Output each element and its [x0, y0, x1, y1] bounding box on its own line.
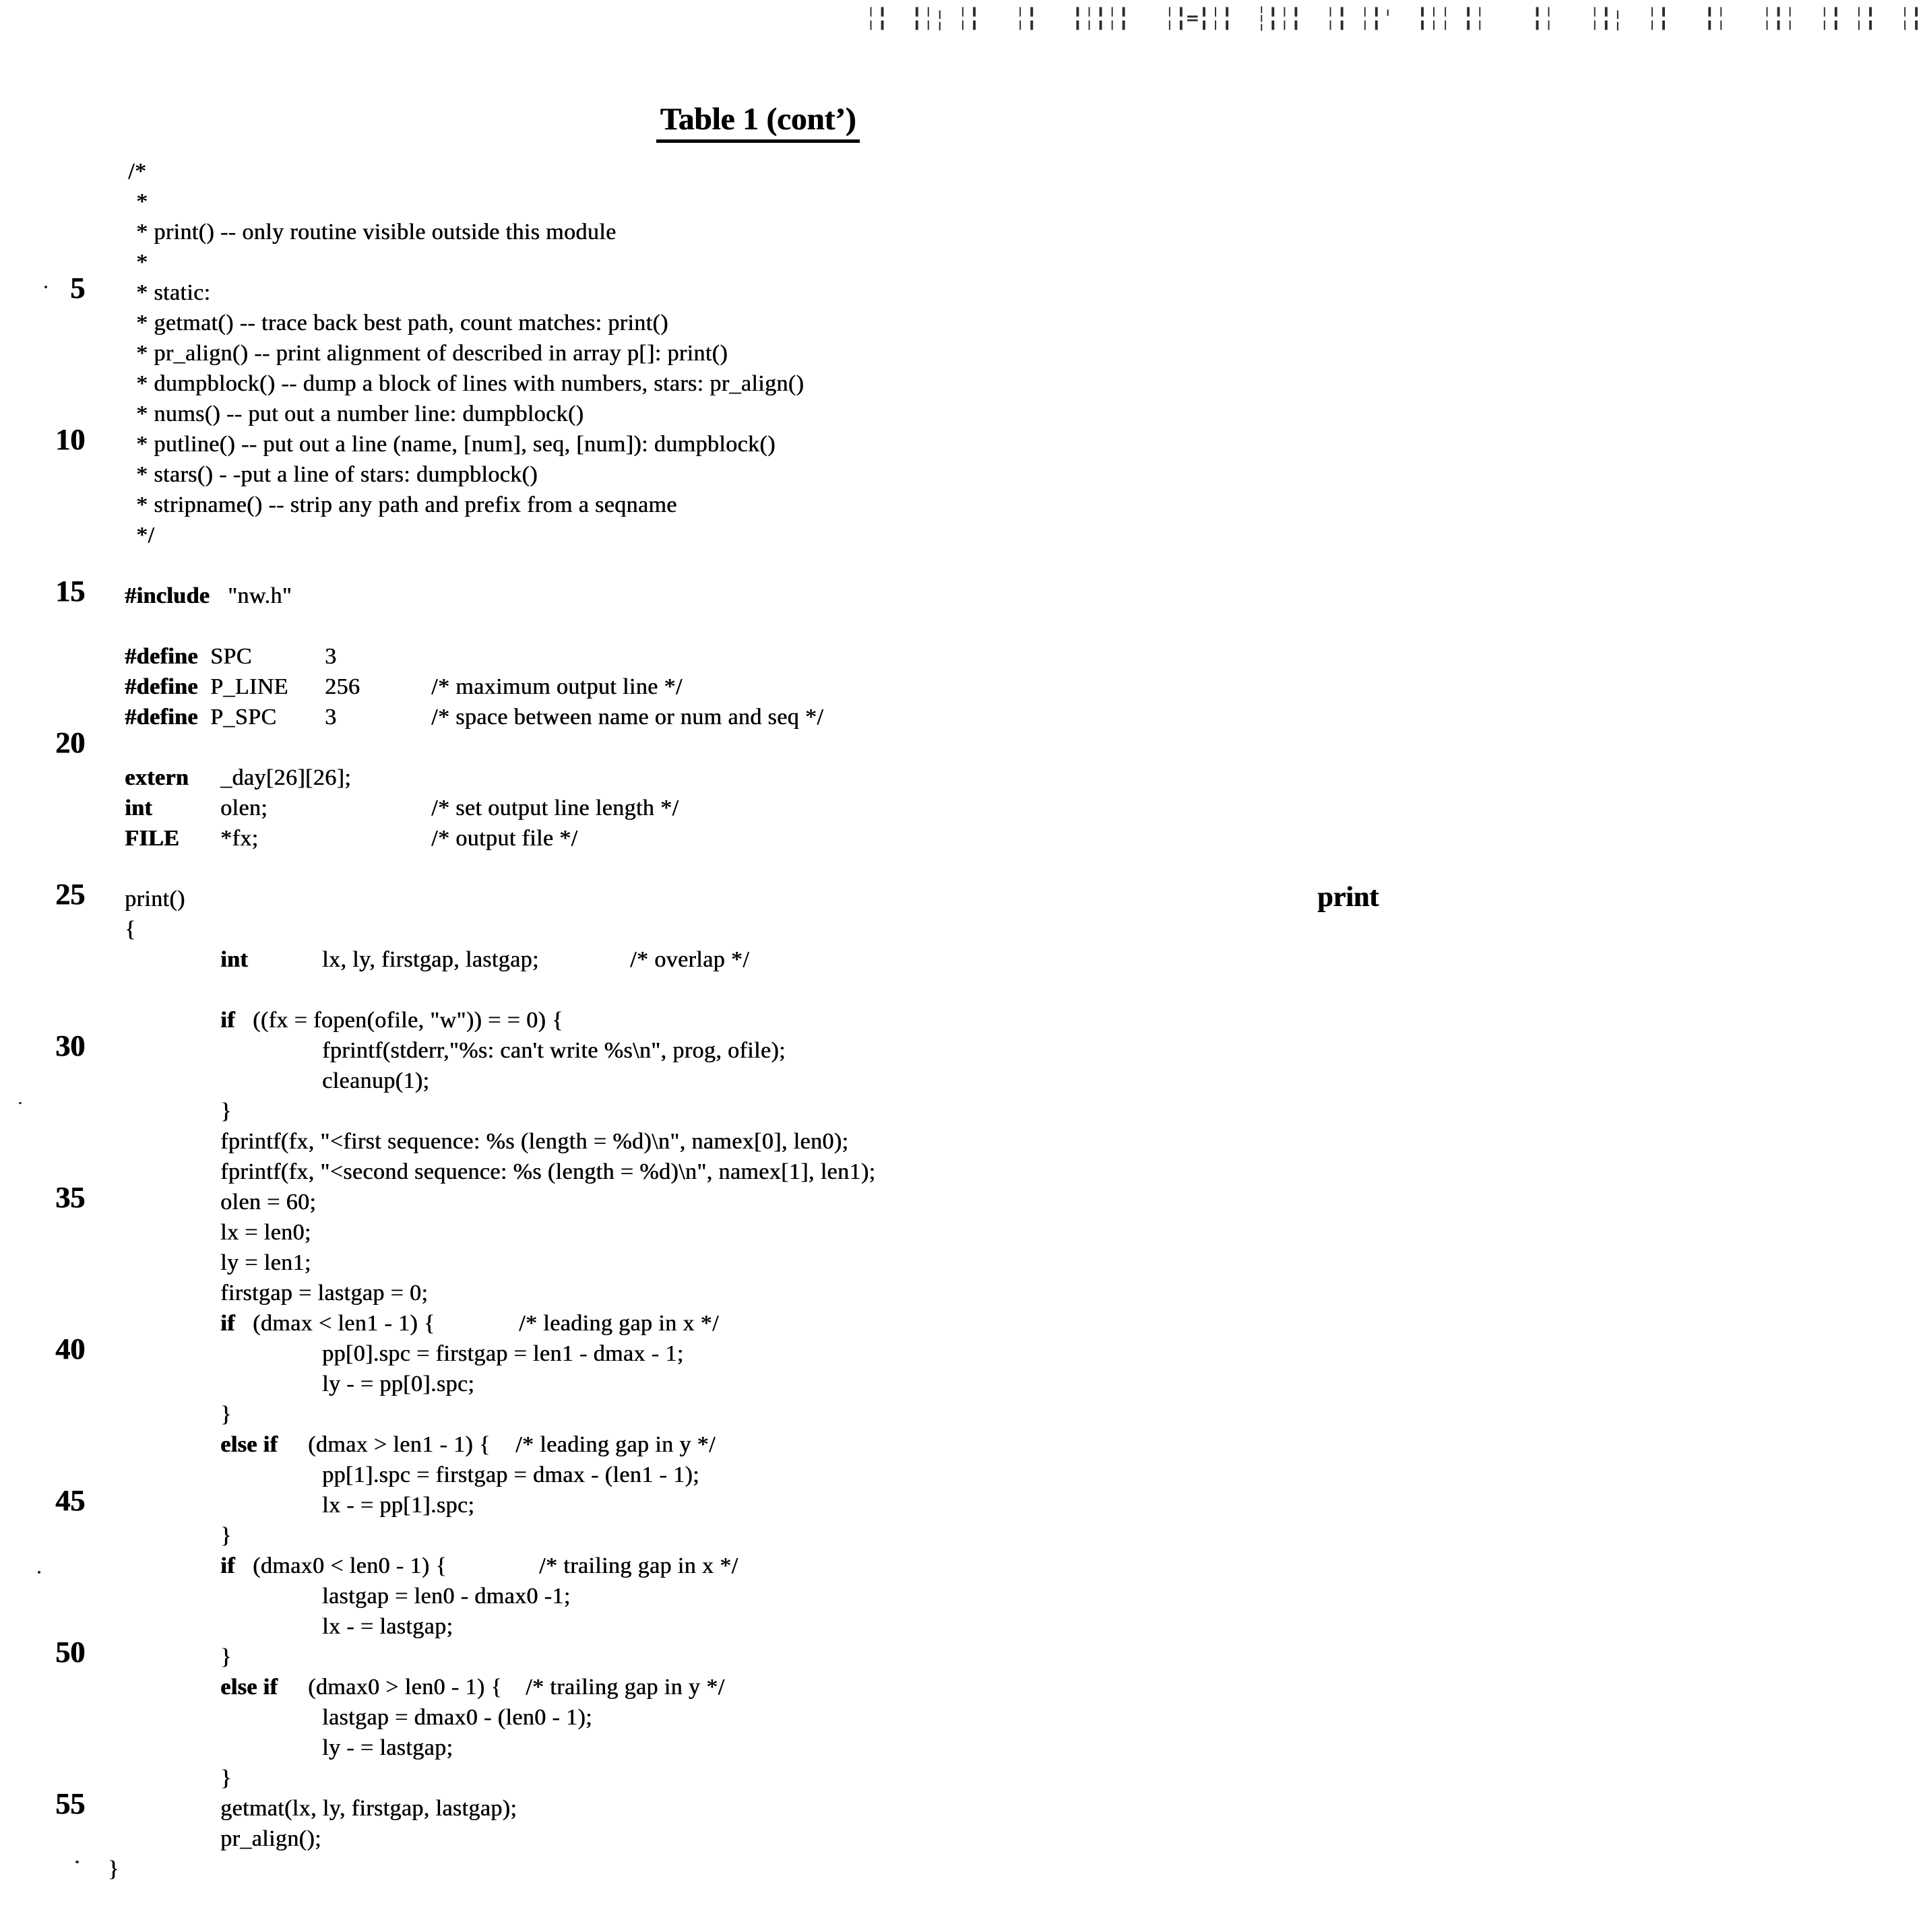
- code-text: (dmax < len1 - 1) {: [253, 1311, 435, 1336]
- code-text: }: [220, 1523, 232, 1548]
- code-text: pp[0].spc = firstgap = len1 - dmax - 1;: [322, 1341, 684, 1366]
- code-text: P_SPC: [210, 705, 277, 730]
- code-line: [0, 1702, 1516, 1733]
- code-text: getmat(lx, ly, firstgap, lastgap);: [220, 1796, 517, 1821]
- code-text: }: [220, 1766, 232, 1791]
- code-text: lx - = lastgap;: [322, 1614, 453, 1639]
- code-line: [0, 1066, 1516, 1096]
- code-text: (dmax0 > len0 - 1) {: [308, 1675, 503, 1700]
- code-line: [0, 1642, 1516, 1672]
- code-text: fprintf(stderr,"%s: can't write %s\n", prog, ofile);: [322, 1038, 786, 1063]
- margin-line-number: 5: [70, 271, 85, 304]
- code-text: * nums() -- put out a number line: dumpblock(): [136, 401, 584, 426]
- code-line: [0, 581, 1516, 611]
- code-line: [0, 1733, 1516, 1763]
- code-text: /* trailing gap in y */: [526, 1675, 725, 1700]
- code-text: print(): [125, 887, 185, 911]
- code-line: [0, 732, 1516, 763]
- code-text: ((fx = fopen(ofile, "w")) = = 0) {: [253, 1008, 563, 1033]
- code-text: olen;: [220, 796, 267, 820]
- margin-line-number: 30: [55, 1029, 85, 1062]
- code-text: }: [108, 1857, 119, 1881]
- code-text: lx = len0;: [220, 1220, 311, 1245]
- code-line: [0, 550, 1516, 581]
- code-line: [0, 975, 1516, 1005]
- code-text: 3: [325, 644, 337, 669]
- code-line: [0, 1187, 1516, 1217]
- code-line: [0, 1399, 1516, 1429]
- margin-line-number: 25: [55, 878, 85, 911]
- code-keyword: int: [125, 796, 152, 820]
- code-text: ly = len1;: [220, 1250, 311, 1275]
- code-text: (dmax0 < len0 - 1) {: [253, 1553, 447, 1578]
- code-text: {: [125, 917, 136, 942]
- code-line: [0, 338, 1516, 368]
- code-keyword: #include: [125, 583, 210, 608]
- code-text: }: [220, 1402, 232, 1427]
- code-line: [0, 1005, 1516, 1035]
- code-line: [0, 1369, 1516, 1399]
- code-text: pp[1].spc = firstgap = dmax - (len1 - 1);: [322, 1462, 699, 1487]
- code-text: * pr_align() -- print alignment of described in array p[]: print(): [136, 341, 728, 366]
- margin-line-number: 50: [55, 1636, 85, 1669]
- code-line: [0, 1248, 1516, 1278]
- code-text: /* output file */: [431, 826, 578, 851]
- code-text: *fx;: [220, 826, 259, 851]
- code-line: [0, 368, 1516, 399]
- code-line: [0, 217, 1516, 247]
- code-text: lastgap = len0 - dmax0 -1;: [322, 1584, 571, 1609]
- code-line: [0, 187, 1516, 217]
- code-text: ly - = pp[0].spc;: [322, 1372, 475, 1396]
- code-line: [0, 429, 1516, 459]
- scan-artifact-header: ╎╏ ╏╎¦ ╎╏ ╎╏ ╏╎╏╎╏ ╎╏═╏╎╏ ┆╏╎╏ ╎╏ ╎╏' ╏╎╎ ╏╎ ╏╎ ╎╏¦ ╎╏ ╏╎ ╎╏╎ ╎╏ ╎╏ ╎╏: [866, 5, 1923, 32]
- code-text: }: [220, 1099, 232, 1124]
- code-line: [0, 1308, 1516, 1339]
- code-text: * stripname() -- strip any path and prefix from a seqname: [136, 492, 677, 517]
- code-text: SPC: [210, 644, 252, 669]
- code-line: [0, 1763, 1516, 1793]
- code-keyword: extern: [125, 765, 189, 790]
- code-line: [0, 520, 1516, 550]
- code-text: 256: [325, 674, 360, 699]
- code-keyword: if: [220, 1553, 235, 1578]
- code-text: cleanup(1);: [322, 1068, 430, 1093]
- code-line: [0, 611, 1516, 641]
- scan-speck: [44, 286, 47, 288]
- code-text: firstgap = lastgap = 0;: [220, 1281, 429, 1306]
- code-text: * getmat() -- trace back best path, count matches: print(): [136, 311, 668, 335]
- margin-line-number: 20: [55, 726, 85, 759]
- code-line: [0, 1611, 1516, 1642]
- scan-speck: [38, 1571, 40, 1574]
- code-text: /* trailing gap in x */: [539, 1553, 738, 1578]
- code-line: [0, 1157, 1516, 1187]
- code-keyword: #define: [125, 705, 198, 730]
- margin-line-number: 10: [55, 423, 85, 456]
- code-keyword: FILE: [125, 826, 179, 851]
- code-text: /* space between name or num and seq */: [431, 705, 824, 730]
- code-text: (dmax > len1 - 1) {: [308, 1432, 491, 1457]
- code-text: * stars() - -put a line of stars: dumpblock(): [136, 462, 538, 487]
- code-text: /* maximum output line */: [431, 674, 683, 699]
- code-keyword: else if: [220, 1432, 278, 1457]
- code-keyword: int: [220, 947, 248, 972]
- function-margin-label: print: [1317, 882, 1379, 913]
- code-line: [0, 1520, 1516, 1551]
- code-keyword: if: [220, 1311, 235, 1336]
- scan-speck: [75, 1861, 79, 1863]
- code-text: ly - = lastgap;: [322, 1735, 453, 1760]
- code-text: /* overlap */: [630, 947, 750, 972]
- code-line: [0, 1581, 1516, 1611]
- margin-line-number: 55: [55, 1787, 85, 1820]
- code-text: *: [136, 250, 148, 275]
- code-text: fprintf(fx, "<first sequence: %s (length = %d)\n", namex[0], len0);: [220, 1129, 849, 1154]
- page-title-text: Table 1 (cont’): [656, 101, 860, 143]
- code-line: [0, 763, 1516, 793]
- code-line: [0, 1429, 1516, 1460]
- code-line: [0, 1854, 1516, 1884]
- code-text: *: [136, 189, 148, 214]
- code-text: P_LINE: [210, 674, 288, 699]
- code-line: [0, 641, 1516, 672]
- code-line: [0, 854, 1516, 884]
- code-line: [0, 1096, 1516, 1126]
- code-line: [0, 1551, 1516, 1581]
- code-line: [0, 308, 1516, 338]
- code-text: /* set output line length */: [431, 796, 679, 820]
- code-line: [0, 1460, 1516, 1490]
- code-line: [0, 490, 1516, 520]
- code-text: lx - = pp[1].spc;: [322, 1493, 475, 1518]
- code-line: [0, 944, 1516, 975]
- code-line: [0, 1793, 1516, 1824]
- code-line: [0, 1217, 1516, 1248]
- code-keyword: #define: [125, 674, 198, 699]
- code-text: lastgap = dmax0 - (len0 - 1);: [322, 1705, 592, 1730]
- code-line: [0, 156, 1516, 187]
- code-text: /* leading gap in x */: [519, 1311, 719, 1336]
- code-text: olen = 60;: [220, 1190, 317, 1215]
- code-text: */: [136, 523, 155, 548]
- margin-line-number: 35: [55, 1181, 85, 1214]
- code-line: [0, 1126, 1516, 1157]
- code-text: /* leading gap in y */: [515, 1432, 716, 1457]
- code-line: [0, 459, 1516, 490]
- code-text: pr_align();: [220, 1826, 321, 1851]
- code-line: [0, 884, 1516, 914]
- code-line: [0, 1339, 1516, 1369]
- code-text: }: [220, 1644, 232, 1669]
- code-text: * dumpblock() -- dump a block of lines with numbers, stars: pr_align(): [136, 371, 805, 396]
- code-line: [0, 702, 1516, 732]
- code-line: [0, 399, 1516, 429]
- margin-line-number: 40: [55, 1332, 85, 1365]
- code-line: [0, 914, 1516, 944]
- code-line: [0, 672, 1516, 702]
- code-line: [0, 1278, 1516, 1308]
- code-line: [0, 1035, 1516, 1066]
- code-text: fprintf(fx, "<second sequence: %s (length = %d)\n", namex[1], len1);: [220, 1159, 876, 1184]
- code-line: [0, 1490, 1516, 1520]
- code-text: lx, ly, firstgap, lastgap;: [322, 947, 539, 972]
- code-line: [0, 1672, 1516, 1702]
- code-line: [0, 278, 1516, 308]
- code-line: [0, 1824, 1516, 1854]
- code-line: [0, 247, 1516, 278]
- code-text: * putline() -- put out a line (name, [num], seq, [num]): dumpblock(): [136, 432, 776, 457]
- code-keyword: else if: [220, 1675, 278, 1700]
- code-text: "nw.h": [228, 583, 292, 608]
- code-text: /*: [128, 159, 147, 184]
- code-line: [0, 823, 1516, 854]
- code-text: 3: [325, 705, 337, 730]
- code-keyword: if: [220, 1008, 235, 1033]
- code-line: [0, 793, 1516, 823]
- code-text: * static:: [136, 280, 211, 305]
- code-text: _day[26][26];: [220, 765, 352, 790]
- margin-line-number: 15: [55, 575, 85, 608]
- code-text: * print() -- only routine visible outside this module: [136, 220, 617, 245]
- code-keyword: #define: [125, 644, 198, 669]
- scan-speck: [19, 1102, 22, 1104]
- margin-line-number: 45: [55, 1484, 85, 1517]
